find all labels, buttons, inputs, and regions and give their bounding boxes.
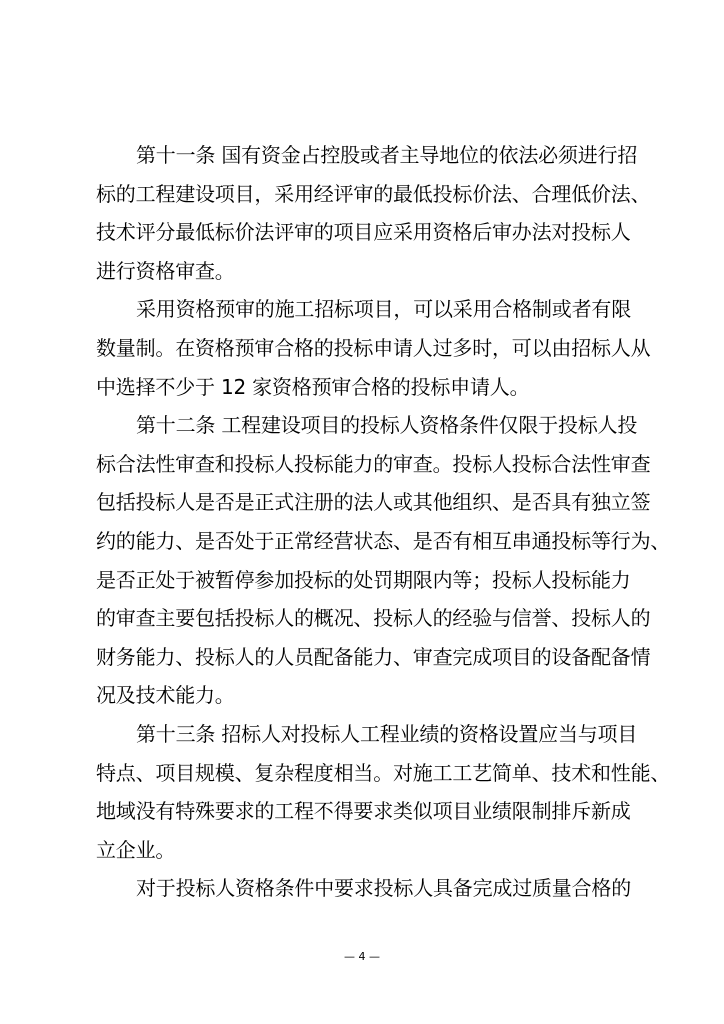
- text-line: 地域没有特殊要求的工程不得要求类似项目业绩限制排斥新成: [96, 799, 631, 824]
- text-line: 中选择不少于 12 家资格预审合格的投标申请人。: [96, 374, 530, 399]
- text-line: 第十三条 招标人对投标人工程业绩的资格设置应当与项目: [136, 721, 638, 746]
- text-line: 技术评分最低标价法评审的项目应采用资格后审办法对投标人: [96, 220, 631, 245]
- text-line: 采用资格预审的施工招标项目，可以采用合格制或者有限: [136, 297, 631, 322]
- paragraph-article-12: [96, 406, 671, 715]
- paragraph-qualification-requirements: [96, 869, 656, 908]
- paragraph-article-13: [96, 715, 671, 869]
- text-line: 数量制。在资格预审合格的投标申请人过多时，可以由招标人从: [96, 335, 651, 360]
- text-line: 对于投标人资格条件中要求投标人具备完成过质量合格的: [136, 876, 631, 901]
- text-line: 的审查主要包括投标人的概况、投标人的经验与信誉、投标人的: [96, 606, 651, 631]
- text-line: 包括投标人是否是正式注册的法人或其他组织、是否具有独立签: [96, 490, 651, 515]
- text-line: 进行资格审查。: [96, 258, 235, 283]
- paragraph-prequalification: [96, 290, 656, 406]
- text-line: 特点、项目规模、复杂程度相当。对施工工艺简单、技术和性能、: [96, 760, 671, 785]
- text-line: 标的工程建设项目，采用经评审的最低投标价法、合理低价法、: [96, 181, 651, 206]
- text-line: 第十二条 工程建设项目的投标人资格条件仅限于投标人投: [136, 413, 638, 438]
- text-line: 况及技术能力。: [96, 683, 235, 708]
- page-number: — 4 —: [344, 950, 380, 963]
- text-line: 约的能力、是否处于正常经营状态、是否有相互串通投标等行为、: [96, 528, 671, 553]
- text-line: 标合法性审查和投标人投标能力的审查。投标人投标合法性审查: [96, 451, 651, 476]
- text-line: 财务能力、投标人的人员配备能力、审查完成项目的设备配备情: [96, 644, 651, 669]
- text-line: 立企业。: [96, 837, 176, 862]
- text-line: 是否正处于被暂停参加投标的处罚期限内等；投标人投标能力: [96, 567, 631, 592]
- text-line: 第十一条 国有资金占控股或者主导地位的依法必须进行招: [136, 143, 638, 167]
- body-text: [96, 136, 671, 908]
- paragraph-article-11: [96, 136, 656, 290]
